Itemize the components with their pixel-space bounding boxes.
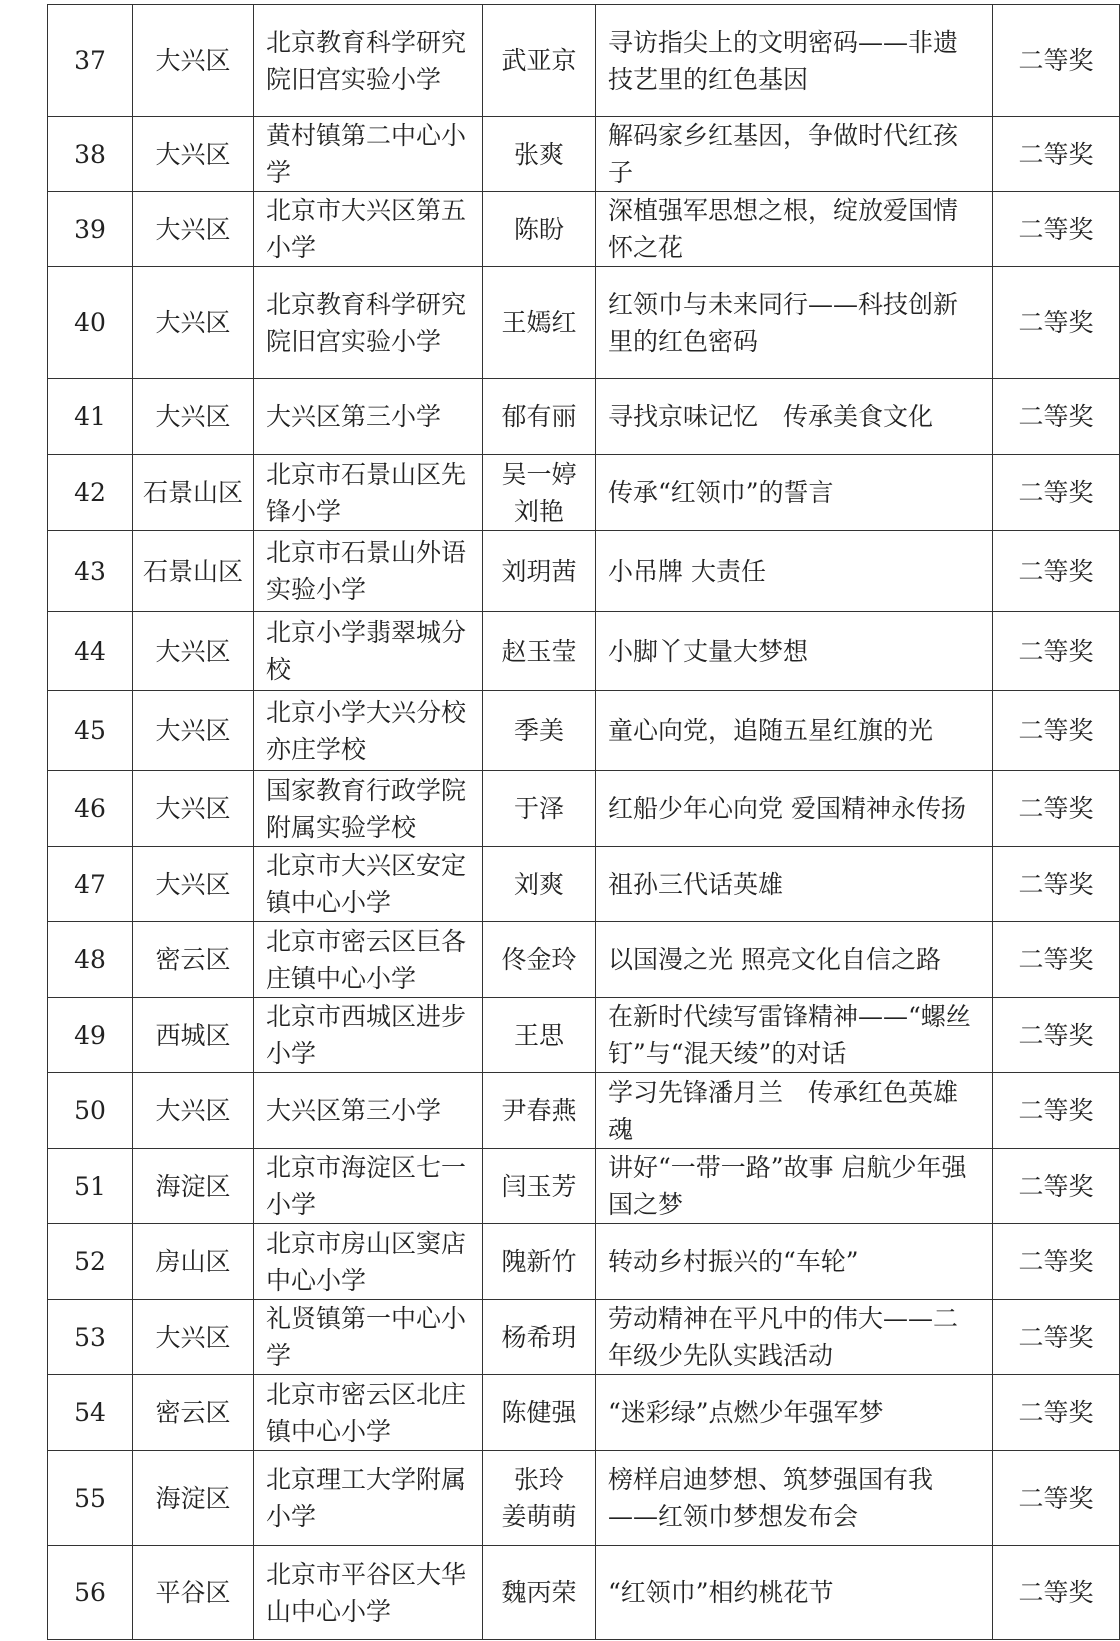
school-cell: 北京市石景山外语实验小学 <box>254 531 483 612</box>
name-cell <box>483 1546 596 1640</box>
person-name: 王嫣红 <box>501 308 577 337</box>
award-cell: 二等奖 <box>993 379 1120 455</box>
title-cell: “红领巾”相约桃花节 <box>596 1546 993 1640</box>
district-cell: 大兴区 <box>133 379 254 455</box>
district-cell: 平谷区 <box>133 1546 254 1640</box>
award-cell: 二等奖 <box>993 1073 1120 1149</box>
award-cell: 二等奖 <box>993 1300 1120 1375</box>
title-cell: 红船少年心向党 爱国精神永传扬 <box>596 771 993 847</box>
title-cell: 小脚丫丈量大梦想 <box>596 612 993 691</box>
title-cell: 转动乡村振兴的“车轮” <box>596 1224 993 1300</box>
award-cell: 二等奖 <box>993 1451 1120 1546</box>
district-cell: 大兴区 <box>133 691 254 771</box>
table-row <box>48 612 1120 691</box>
award-cell: 二等奖 <box>993 1375 1120 1451</box>
school-cell: 礼贤镇第一中心小学 <box>254 1300 483 1375</box>
name-cell <box>483 1149 596 1224</box>
row-number: 49 <box>48 998 133 1073</box>
person-name: 杨希玥 <box>501 1322 577 1352</box>
person-name: 张玲 <box>513 1465 564 1494</box>
row-number: 47 <box>48 847 133 922</box>
row-number: 40 <box>48 267 133 379</box>
person-name: 于泽 <box>513 794 564 823</box>
award-cell: 二等奖 <box>993 531 1120 612</box>
person-name: 陈盼 <box>513 214 564 244</box>
row-number: 48 <box>48 922 133 998</box>
table-row <box>48 1451 1120 1546</box>
name-cell <box>483 379 596 455</box>
table-row <box>48 922 1120 998</box>
title-cell: 深植强军思想之根，绽放爱国情怀之花 <box>596 192 993 267</box>
district-cell: 密云区 <box>133 1375 254 1451</box>
person-name: 闫玉芳 <box>501 1171 577 1201</box>
title-cell: 小吊牌 大责任 <box>596 531 993 612</box>
row-number: 51 <box>48 1149 133 1224</box>
district-cell: 大兴区 <box>133 5 254 117</box>
title-cell: 红领巾与未来同行——科技创新里的红色密码 <box>596 267 993 379</box>
table-row <box>48 1300 1120 1375</box>
person-name: 张爽 <box>513 139 564 169</box>
award-cell: 二等奖 <box>993 455 1120 531</box>
school-cell: 北京市密云区北庄镇中心小学 <box>254 1375 483 1451</box>
school-cell: 国家教育行政学院附属实验学校 <box>254 771 483 847</box>
table-row <box>48 691 1120 771</box>
district-cell: 大兴区 <box>133 117 254 192</box>
award-cell: 二等奖 <box>993 1546 1120 1640</box>
row-number: 56 <box>48 1546 133 1640</box>
title-cell: “迷彩绿”点燃少年强军梦 <box>596 1375 993 1451</box>
district-cell: 海淀区 <box>133 1451 254 1546</box>
award-cell: 二等奖 <box>993 117 1120 192</box>
name-cell <box>483 998 596 1073</box>
award-cell: 二等奖 <box>993 771 1120 847</box>
table-row <box>48 1375 1120 1451</box>
award-cell: 二等奖 <box>993 192 1120 267</box>
district-cell: 大兴区 <box>133 612 254 691</box>
person-name: 佟金玲 <box>501 945 577 974</box>
row-number: 52 <box>48 1224 133 1300</box>
school-cell: 北京教育科学研究院旧宫实验小学 <box>254 5 483 117</box>
row-number: 50 <box>48 1073 133 1149</box>
title-cell: 童心向党，追随五星红旗的光 <box>596 691 993 771</box>
school-cell: 大兴区第三小学 <box>254 379 483 455</box>
table-row <box>48 847 1120 922</box>
district-cell: 石景山区 <box>133 455 254 531</box>
school-cell: 北京教育科学研究院旧宫实验小学 <box>254 267 483 379</box>
award-cell: 二等奖 <box>993 847 1120 922</box>
person-name: 郁有丽 <box>501 402 577 431</box>
name-cell <box>483 531 596 612</box>
name-cell <box>483 922 596 998</box>
award-cell: 二等奖 <box>993 1224 1120 1300</box>
district-cell: 大兴区 <box>133 771 254 847</box>
table-row <box>48 5 1120 117</box>
school-cell: 北京市密云区巨各庄镇中心小学 <box>254 922 483 998</box>
title-cell: 在新时代续写雷锋精神——“螺丝钉”与“混天绫”的对话 <box>596 998 993 1073</box>
award-cell: 二等奖 <box>993 267 1120 379</box>
person-name: 赵玉莹 <box>501 636 577 666</box>
table-row <box>48 998 1120 1073</box>
award-cell: 二等奖 <box>993 5 1120 117</box>
school-cell: 大兴区第三小学 <box>254 1073 483 1149</box>
row-number: 41 <box>48 379 133 455</box>
name-cell <box>483 1073 596 1149</box>
name-cell <box>483 691 596 771</box>
school-cell: 北京小学翡翠城分校 <box>254 612 483 691</box>
school-cell: 黄村镇第二中心小学 <box>254 117 483 192</box>
table-row <box>48 1073 1120 1149</box>
district-cell: 房山区 <box>133 1224 254 1300</box>
award-cell: 二等奖 <box>993 1149 1120 1224</box>
name-cell <box>483 117 596 192</box>
school-cell: 北京市西城区进步小学 <box>254 998 483 1073</box>
person-name: 吴一婷 <box>501 459 577 489</box>
name-cell <box>483 1375 596 1451</box>
name-cell <box>483 771 596 847</box>
title-cell: 劳动精神在平凡中的伟大——二年级少先队实践活动 <box>596 1300 993 1375</box>
row-number: 37 <box>48 5 133 117</box>
row-number: 46 <box>48 771 133 847</box>
school-cell: 北京市石景山区先锋小学 <box>254 455 483 531</box>
school-cell: 北京市平谷区大华山中心小学 <box>254 1546 483 1640</box>
row-number: 42 <box>48 455 133 531</box>
person-name: 刘艳 <box>513 496 564 526</box>
name-cell <box>483 267 596 379</box>
name-cell <box>483 192 596 267</box>
row-number: 43 <box>48 531 133 612</box>
title-cell: 学习先锋潘月兰 传承红色英雄魂 <box>596 1073 993 1149</box>
name-cell <box>483 1451 596 1546</box>
school-cell: 北京市房山区窦店中心小学 <box>254 1224 483 1300</box>
district-cell: 石景山区 <box>133 531 254 612</box>
table-row <box>48 379 1120 455</box>
row-number: 45 <box>48 691 133 771</box>
table-row <box>48 1546 1120 1640</box>
row-number: 53 <box>48 1300 133 1375</box>
district-cell: 大兴区 <box>133 192 254 267</box>
person-name: 刘爽 <box>513 869 564 899</box>
award-cell: 二等奖 <box>993 998 1120 1073</box>
row-number: 55 <box>48 1451 133 1546</box>
table-row <box>48 1149 1120 1224</box>
title-cell: 寻找京味记忆 传承美食文化 <box>596 379 993 455</box>
table-row <box>48 192 1120 267</box>
school-cell: 北京小学大兴分校亦庄学校 <box>254 691 483 771</box>
district-cell: 大兴区 <box>133 267 254 379</box>
district-cell: 密云区 <box>133 922 254 998</box>
person-name: 王思 <box>513 1020 564 1050</box>
awards-table-body <box>48 5 1120 1640</box>
award-cell: 二等奖 <box>993 691 1120 771</box>
table-row <box>48 267 1120 379</box>
person-name: 隗新竹 <box>501 1247 577 1276</box>
district-cell: 西城区 <box>133 998 254 1073</box>
title-cell: 祖孙三代话英雄 <box>596 847 993 922</box>
table-row <box>48 771 1120 847</box>
title-cell: 以国漫之光 照亮文化自信之路 <box>596 922 993 998</box>
district-cell: 大兴区 <box>133 847 254 922</box>
award-cell: 二等奖 <box>993 612 1120 691</box>
name-cell <box>483 1300 596 1375</box>
table-row <box>48 1224 1120 1300</box>
person-name: 季美 <box>513 716 564 745</box>
person-name: 姜萌萌 <box>501 1502 577 1531</box>
row-number: 54 <box>48 1375 133 1451</box>
district-cell: 大兴区 <box>133 1073 254 1149</box>
title-cell: 传承“红领巾”的誓言 <box>596 455 993 531</box>
row-number: 44 <box>48 612 133 691</box>
person-name: 武亚京 <box>501 46 577 75</box>
title-cell: 寻访指尖上的文明密码——非遗技艺里的红色基因 <box>596 5 993 117</box>
title-cell: 榜样启迪梦想、筑梦强国有我——红领巾梦想发布会 <box>596 1451 993 1546</box>
school-cell: 北京市海淀区七一小学 <box>254 1149 483 1224</box>
table-row <box>48 531 1120 612</box>
school-cell: 北京理工大学附属小学 <box>254 1451 483 1546</box>
name-cell <box>483 847 596 922</box>
school-cell: 北京市大兴区安定镇中心小学 <box>254 847 483 922</box>
title-cell: 解码家乡红基因，争做时代红孩子 <box>596 117 993 192</box>
person-name: 刘玥茜 <box>501 556 577 586</box>
name-cell <box>483 1224 596 1300</box>
row-number: 39 <box>48 192 133 267</box>
name-cell <box>483 5 596 117</box>
award-cell: 二等奖 <box>993 922 1120 998</box>
person-name: 魏丙荣 <box>501 1578 577 1607</box>
district-cell: 海淀区 <box>133 1149 254 1224</box>
person-name: 陈健强 <box>501 1398 577 1427</box>
school-cell: 北京市大兴区第五小学 <box>254 192 483 267</box>
district-cell: 大兴区 <box>133 1300 254 1375</box>
person-name: 尹春燕 <box>501 1096 577 1125</box>
name-cell <box>483 612 596 691</box>
name-cell <box>483 455 596 531</box>
row-number: 38 <box>48 117 133 192</box>
title-cell: 讲好“一带一路”故事 启航少年强国之梦 <box>596 1149 993 1224</box>
table-row <box>48 455 1120 531</box>
table-row <box>48 117 1120 192</box>
awards-table <box>47 4 1120 1640</box>
